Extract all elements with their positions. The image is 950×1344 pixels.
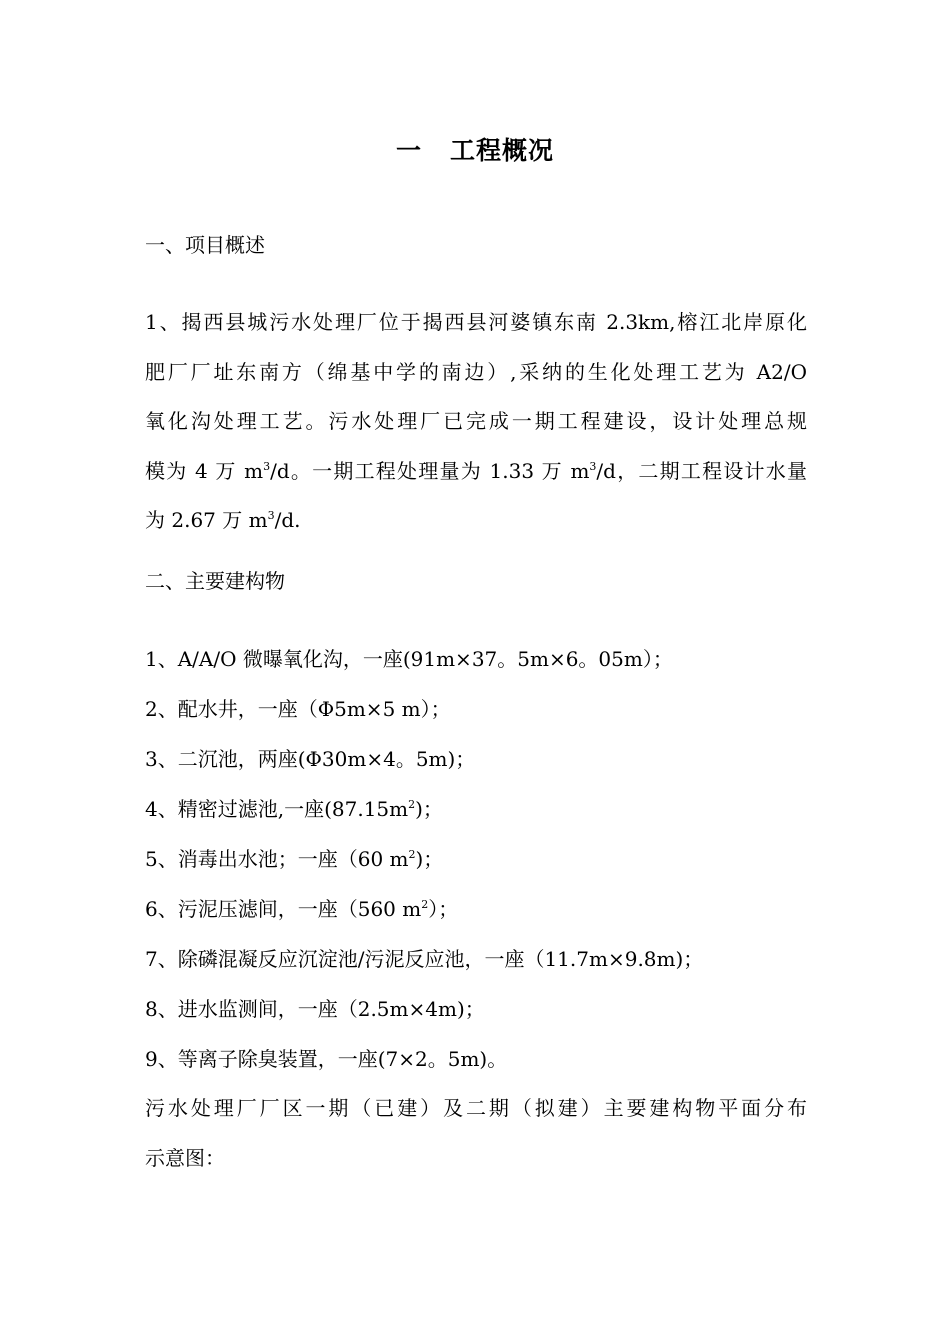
- paragraph-line: 1、揭西县城污水处理厂位于揭西县河婆镇东南 2.3km,榕江北岸原化: [145, 310, 807, 334]
- paragraph-line: 为 2.67 万 $m^3/d$.: [145, 508, 301, 532]
- list-item: 9、等离子除臭装置，一座(7×2。5m)。: [145, 1047, 508, 1071]
- section-heading-overview: 一、项目概述: [145, 233, 265, 257]
- structures-list: [145, 644, 807, 1094]
- list-item: 1、A/A/O 微曝氧化沟，一座(91m×37。5m×6。05m）；: [145, 647, 673, 671]
- list-item: 4、精密过滤池,一座$(87.15m^2)$；: [145, 797, 443, 821]
- chapter-number: 一: [395, 136, 422, 165]
- page-title: [0, 133, 950, 169]
- list-item: 2、配水井，一座（Φ5m×5 m）；: [145, 697, 451, 721]
- list-item: 7、除磷混凝反应沉淀池/污泥反应池，一座（11.7m×9.8m)；: [145, 947, 704, 971]
- overview-paragraph: [145, 298, 807, 546]
- chapter-title: 工程概况: [450, 136, 555, 165]
- paragraph-line: 肥厂厂址东南方（绵基中学的南边）,采纳的生化处理工艺为 A2/O: [145, 359, 807, 384]
- section-heading-structures: 二、主要建构物: [145, 569, 285, 593]
- list-item: 6、污泥压滤间，一座（560 $m^2$）；: [145, 897, 459, 921]
- paragraph-line: 污水处理厂厂区一期（已建）及二期（拟建）主要建构物平面分布: [145, 1096, 807, 1120]
- list-item: 8、进水监测间，一座（2.5m×4m)；: [145, 997, 485, 1021]
- list-item: 3、二沉池，两座(Φ30m×4。5m)；: [145, 747, 476, 771]
- paragraph-line: 氧化沟处理工艺。污水处理厂已完成一期工程建设，设计处理总规: [145, 409, 807, 433]
- paragraph-line: 示意图：: [145, 1145, 225, 1170]
- list-item: 5、消毒出水池；一座（60 $m^2$)；: [145, 847, 444, 871]
- paragraph-line: 模为 4 万 $m^3/d$。一期工程处理量为 1.33 万 $m^3/d$，二期工程设计水量: [145, 458, 808, 483]
- closing-paragraph: [145, 1084, 807, 1183]
